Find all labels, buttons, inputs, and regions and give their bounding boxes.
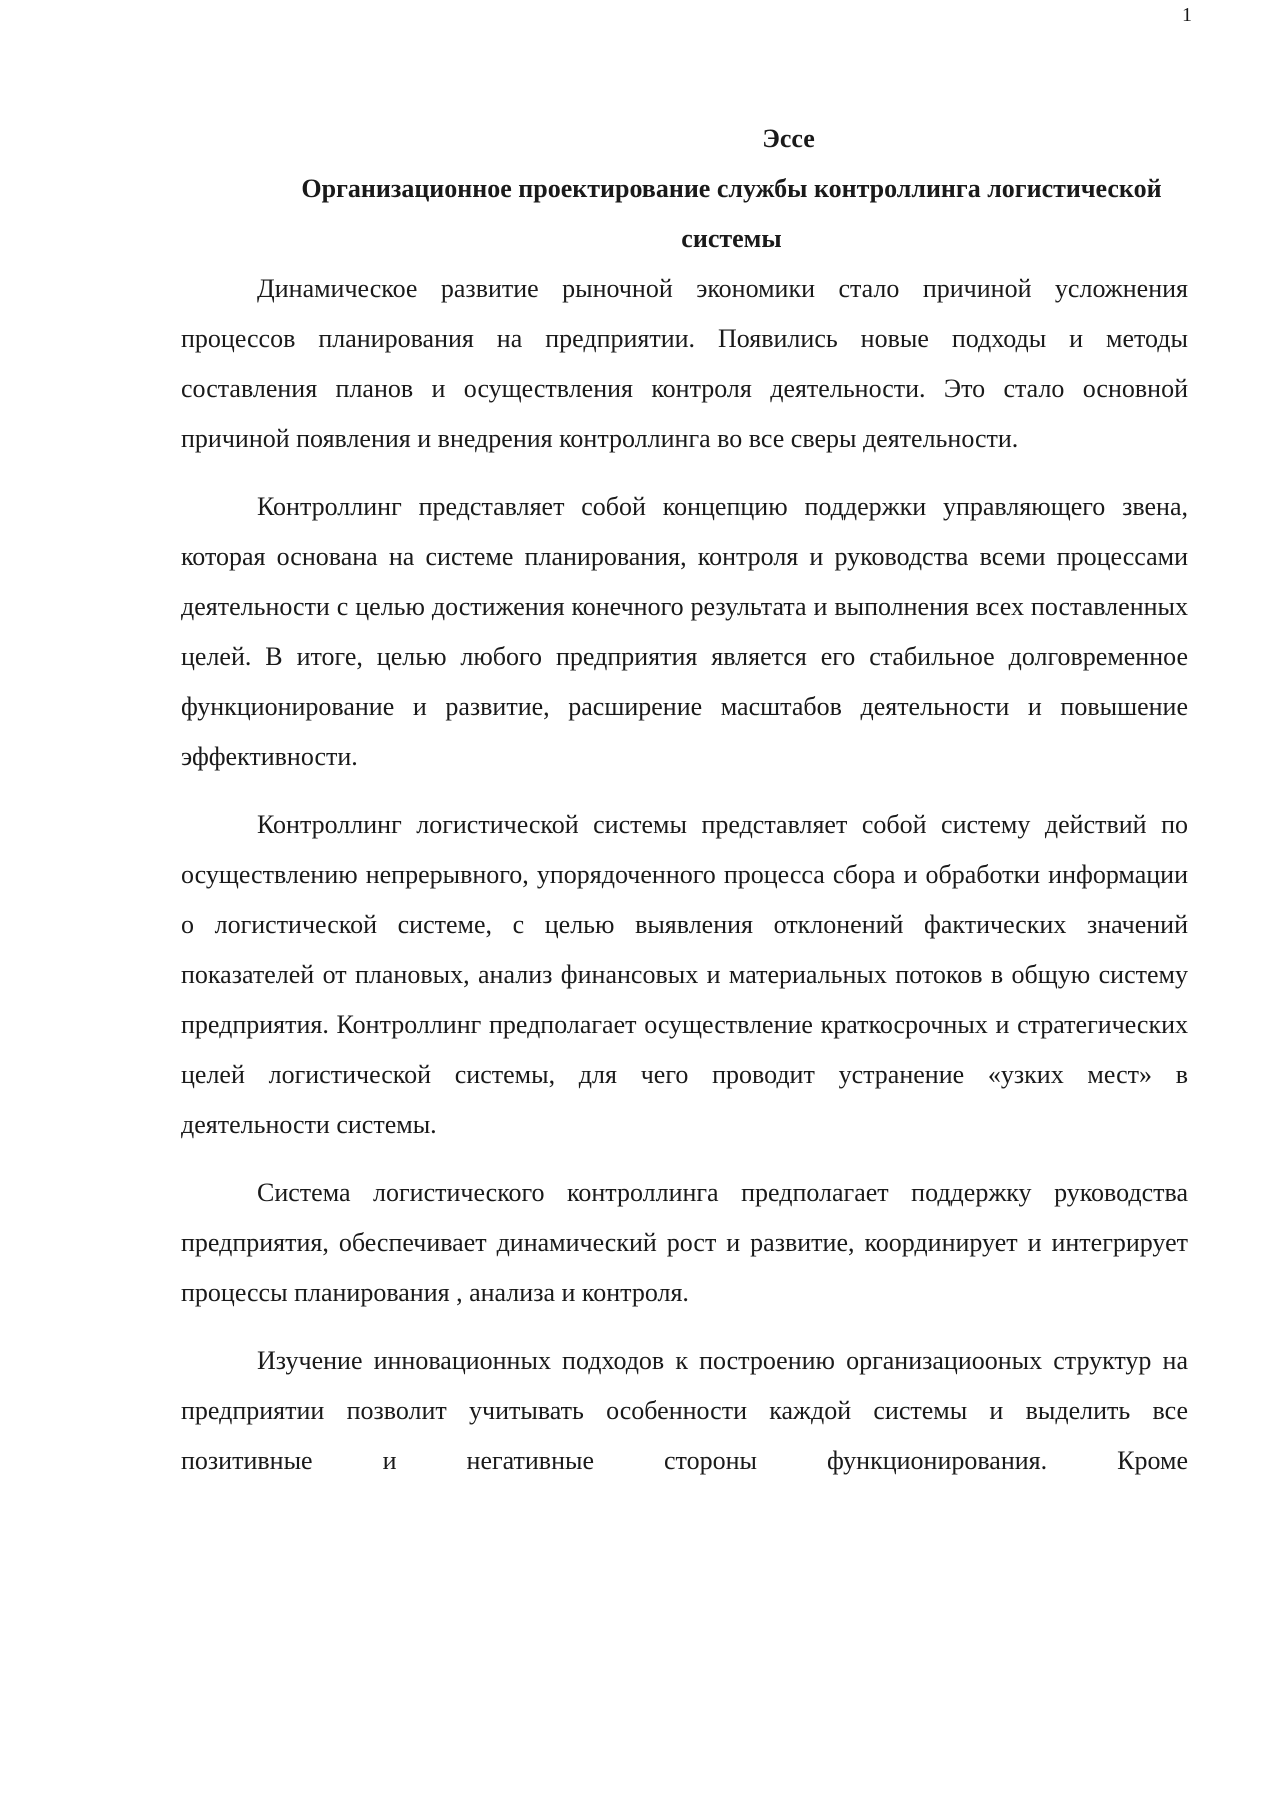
document-title: Эссе xyxy=(762,124,815,153)
paragraph-4: Система логистического контроллинга предполагает поддержку руководства предприятия, обеспечивает динамический рост и развитие, координирует и интегрирует процессы планирования , анализа и контроля. xyxy=(181,1178,1188,1307)
paragraph-2: Контроллинг представляет собой концепцию поддержки управляющего звена, которая основана на системе планирования, контроля и руководства всеми процессами деятельности с целью достижения конечного результата и выполнения всех поставленных целей. В итоге, целью любого предприятия является его стабильное долговременное функционирование и развитие, расширение масштабов деятельности и повышение эффективности. xyxy=(181,492,1188,771)
document-subtitle: Организационное проектирование службы контроллинга логистической системы xyxy=(301,174,1162,253)
paragraph-3: Контроллинг логистической системы представляет собой систему действий по осуществлению непрерывного, упорядоченного процесса сбора и обработки информации о логистической системе, с целью выявления отклонений фактических значений показателей от плановых, анализ финансовых и материальных потоков в общую систему предприятия. Контроллинг предполагает осуществление краткосрочных и стратегических целей логистической системы, для чего проводит устранение «узких мест» в деятельности системы. xyxy=(181,810,1188,1139)
document-body xyxy=(181,114,1188,1504)
paragraph-5: Изучение инновационных подходов к построению организациооных структур на предприятии позволит учитывать особенности каждой системы и выделить все позитивные и негативные стороны функционирования. Кроме xyxy=(181,1346,1188,1475)
page-number: 1 xyxy=(1182,4,1192,26)
paragraph-1: Динамическое развитие рыночной экономики стало причиной усложнения процессов планирования на предприятии. Появились новые подходы и методы составления планов и осуществления контроля деятельности. Это стало основной причиной появления и внедрения контроллинга во все сверы деятельности. xyxy=(181,274,1188,453)
